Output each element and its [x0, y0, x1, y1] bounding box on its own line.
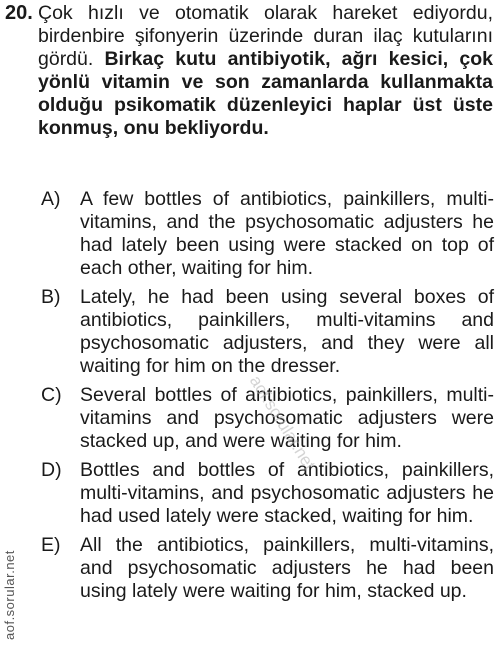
option-a[interactable]	[5, 188, 495, 280]
option-text: Several bottles of antibiotics, painkillers, multi-vitamins and psychosomatic adjusters were stacked up, and were waiting for him.	[80, 384, 494, 452]
question-number: 20.	[5, 2, 33, 24]
option-letter: B)	[41, 286, 61, 308]
option-text: Lately, he had been using several boxes of antibiotics, painkillers, multi-vitamins and psychosomatic adjusters, and they were all waiting for him on the dresser.	[80, 286, 494, 377]
option-text: All the antibiotics, painkillers, multi-vitamins, and psychosomatic adjusters he had been using lately were waiting for him, stacked up.	[80, 534, 494, 602]
option-letter: A)	[41, 188, 61, 210]
option-e[interactable]	[5, 534, 495, 603]
option-c[interactable]	[5, 384, 495, 453]
option-text: A few bottles of antibiotics, painkillers, multi-vitamins, and the psychosomatic adjusters he had lately been using were stacked on top of each other, waiting for him.	[80, 188, 494, 279]
option-letter: E)	[41, 534, 61, 556]
question-text-plain: Çok hızlı ve otomatik olarak hareket ediyordu, birdenbire şifonyerin üzerinde duran ilaç kutularını gördü.	[38, 2, 493, 70]
option-letter: D)	[41, 459, 62, 481]
answer-options	[5, 188, 495, 609]
option-d[interactable]	[5, 459, 495, 528]
option-b[interactable]	[5, 286, 495, 378]
option-letter: C)	[41, 384, 62, 406]
question-text	[38, 2, 493, 140]
side-watermark: aof.sorular.net	[2, 550, 17, 640]
question-text-bold: Birkaç kutu antibiyotik, ağrı kesici, çok yönlü vitamin ve son zamanlarda kullanmakta olduğu psikomatik düzenleyici haplar üst üste konmuş, onu bekliyordu.	[38, 48, 493, 139]
option-text: Bottles and bottles of antibiotics, painkillers, multi-vitamins, and psychosomatic adjusters he had used lately were stacked, waiting for him.	[80, 459, 494, 527]
center-watermark: aof.sorular.net	[245, 372, 320, 474]
